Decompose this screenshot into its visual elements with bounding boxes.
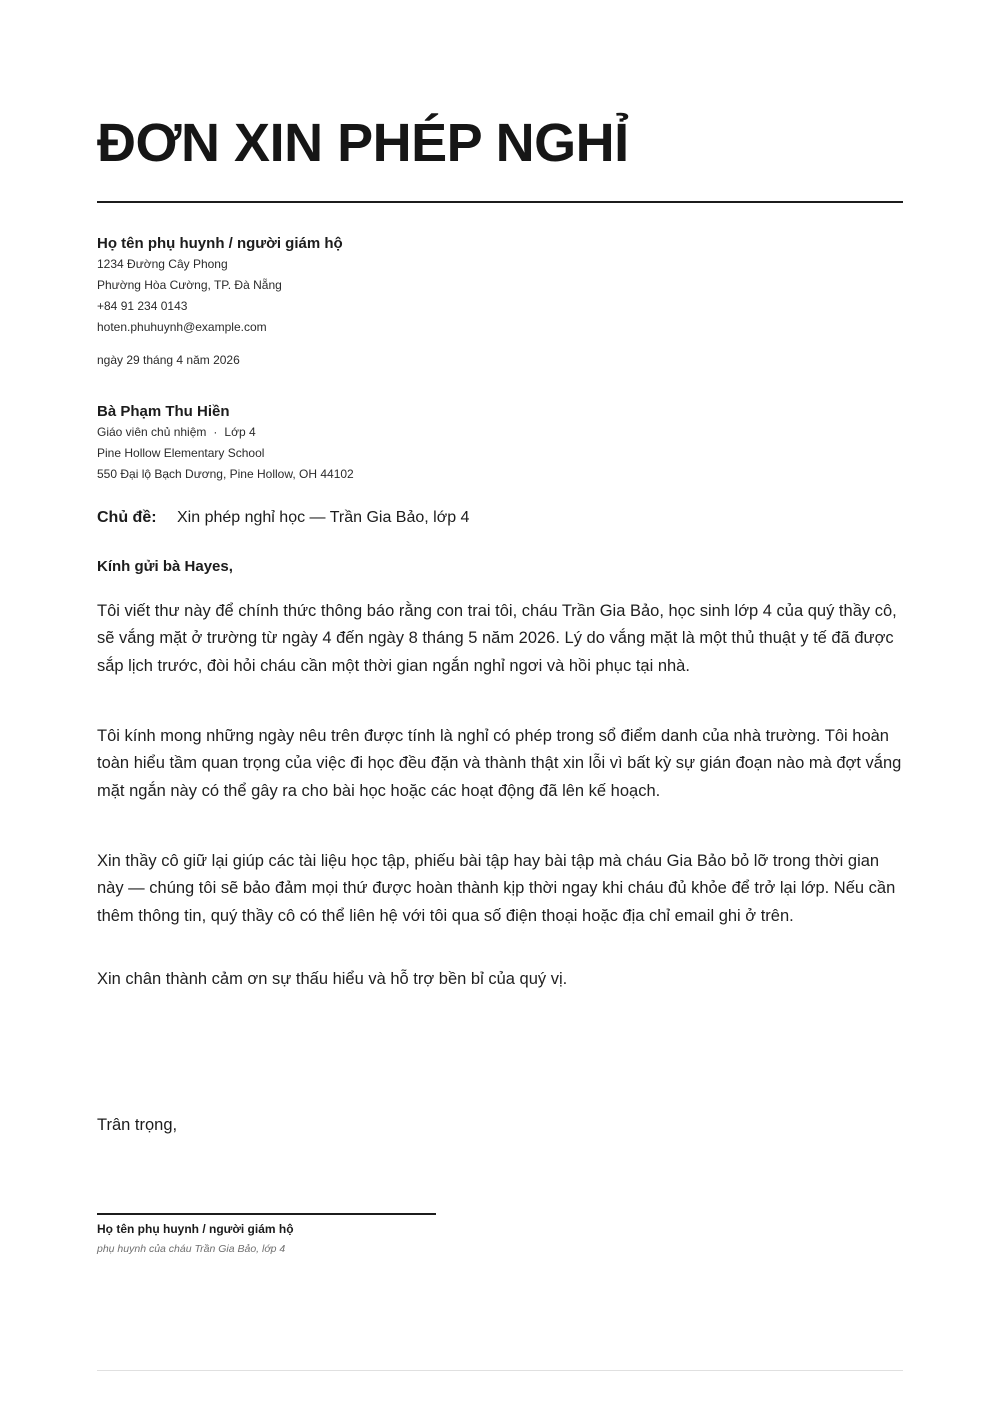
subject-line: [97, 507, 469, 529]
recipient-name: Bà Phạm Thu Hiền: [97, 403, 230, 420]
recipient-school: Pine Hollow Elementary School: [97, 446, 265, 460]
footer-divider: [97, 1370, 903, 1371]
title-divider: [97, 201, 903, 203]
sender-phone: +84 91 234 0143: [97, 299, 188, 313]
recipient-class: Lớp 4: [224, 425, 256, 439]
document-title: ĐƠN XIN PHÉP NGHỈ: [97, 113, 629, 173]
body-paragraph-4: Xin chân thành cảm ơn sự thấu hiểu và hỗ trợ bền bỉ của quý vị.: [97, 970, 568, 988]
sender-address-line2: Phường Hòa Cường, TP. Đà Nẵng: [97, 278, 282, 292]
sender-address-line1: 1234 Đường Cây Phong: [97, 257, 228, 271]
role-separator: ·: [213, 425, 218, 439]
recipient-block: [97, 402, 597, 485]
body-paragraph-2: Tôi kính mong những ngày nêu trên được tính là nghỉ có phép trong sổ điểm danh của nhà trường. Tôi hoàn toàn hiểu tầm quan trọng của việc đi học đều đặn và thành thật xin lỗi vì bất kỳ sự gián đoạn nào mà đợt vắng mặt ngắn này có thể gây ra cho bài học hoặc các hoạt động đã lên kế hoạch.: [97, 727, 902, 800]
sender-name: Họ tên phụ huynh / người giám hộ: [97, 235, 343, 252]
letter-date: ngày 29 tháng 4 năm 2026: [97, 353, 240, 367]
recipient-address: 550 Đại lộ Bạch Dương, Pine Hollow, OH 44102: [97, 467, 354, 481]
sender-block: [97, 234, 597, 338]
signature-name: Họ tên phụ huynh / người giám hộ: [97, 1222, 294, 1236]
closing: Trân trọng,: [97, 1116, 178, 1134]
recipient-role: Giáo viên chủ nhiệm: [97, 425, 207, 439]
body-paragraph-3: Xin thầy cô giữ lại giúp các tài liệu học tập, phiếu bài tập hay bài tập mà cháu Gia Bảo bỏ lỡ trong thời gian này — chúng tôi sẽ bảo đảm mọi thứ được hoàn thành kịp thời ngay khi cháu đủ khỏe để trở lại lớp. Nếu cần thêm thông tin, quý thầy cô có thể liên hệ với tôi qua số điện thoại hoặc địa chỉ email ghi ở trên.: [97, 852, 896, 925]
salutation: Kính gửi bà Hayes,: [97, 558, 233, 575]
sender-email: hoten.phuhuynh@example.com: [97, 320, 267, 334]
body-paragraph-1: Tôi viết thư này để chính thức thông báo rằng con trai tôi, cháu Trần Gia Bảo, học sinh lớp 4 của quý thầy cô, sẽ vắng mặt ở trường từ ngày 4 đến ngày 8 tháng 5 năm 2026. Lý do vắng mặt là một thủ thuật y tế đã được sắp lịch trước, đòi hỏi cháu cần một thời gian ngắn nghỉ ngơi và hồi phục tại nhà.: [97, 602, 897, 675]
signature-line: [97, 1213, 436, 1215]
subject-label: Chủ đề:: [97, 509, 157, 526]
letter-page: [97, 0, 903, 1415]
recipient-role-line: [97, 422, 597, 443]
subject-text: Xin phép nghỉ học — Trần Gia Bảo, lớp 4: [177, 509, 470, 526]
signature-role: phụ huynh của cháu Trần Gia Bảo, lớp 4: [97, 1243, 286, 1255]
